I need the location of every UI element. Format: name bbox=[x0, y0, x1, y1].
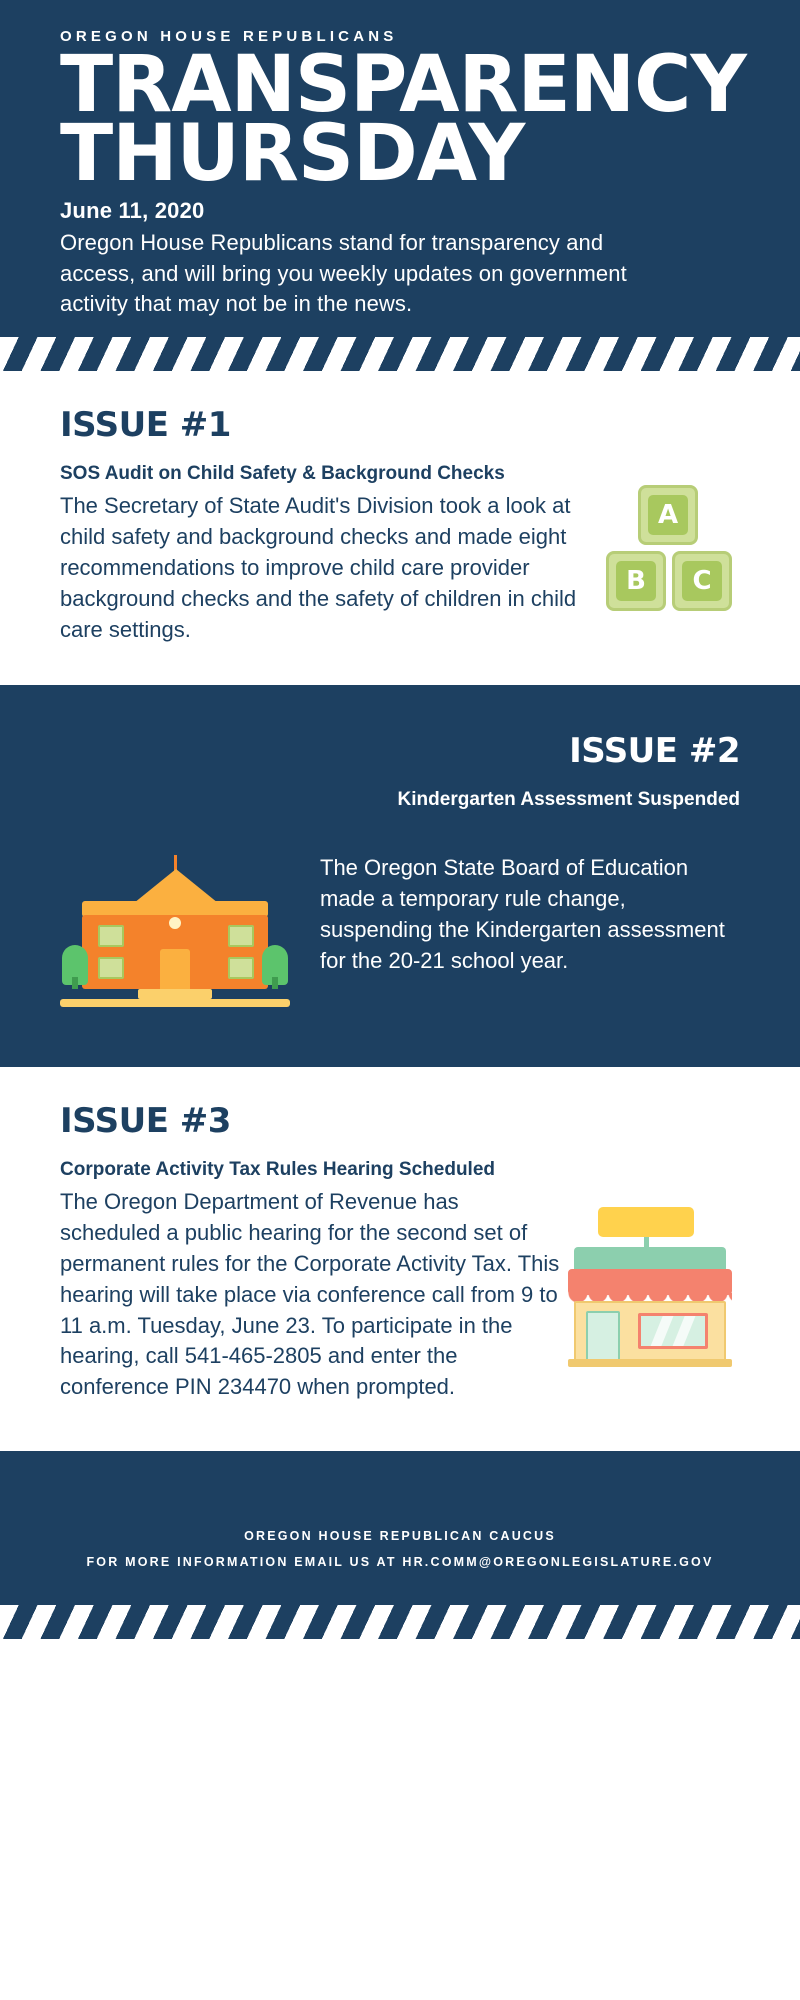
abc-blocks-icon bbox=[600, 445, 740, 619]
footer bbox=[0, 1451, 800, 1606]
issue-1-label: ISSUE #1 bbox=[60, 405, 231, 446]
issue-3-label: ISSUE #3 bbox=[60, 1101, 231, 1142]
block-b bbox=[606, 551, 666, 611]
header bbox=[0, 0, 800, 337]
stripe-divider-top bbox=[0, 337, 800, 371]
issue-date: June 11, 2020 bbox=[60, 198, 205, 224]
footer-contact-email: FOR MORE INFORMATION EMAIL US AT HR.COMM@OREGONLEGISLATURE.GOV bbox=[86, 1555, 714, 1570]
school-door bbox=[160, 949, 190, 989]
shop-door bbox=[586, 1311, 620, 1363]
school-window bbox=[98, 925, 124, 947]
window-glint bbox=[640, 1313, 675, 1349]
tree-trunk bbox=[72, 977, 78, 989]
school-window bbox=[228, 957, 254, 979]
school-window bbox=[228, 925, 254, 947]
school-ground bbox=[60, 999, 290, 1007]
storefront-icon bbox=[560, 1181, 740, 1367]
stripe-divider-bottom bbox=[0, 1605, 800, 1639]
issue-3-subtitle: Corporate Activity Tax Rules Hearing Scheduled bbox=[60, 1159, 495, 1181]
block-a-letter: A bbox=[648, 495, 688, 535]
issue-1-subtitle: SOS Audit on Child Safety & Background Checks bbox=[60, 463, 505, 485]
issue-3-section bbox=[0, 1067, 800, 1451]
issue-1-body: The Secretary of State Audit's Division took a look at child safety and background checks and made eight recommendations to improve child care provider background checks and the safety of children in child care settings. bbox=[60, 493, 577, 642]
shop-sign bbox=[598, 1207, 694, 1237]
intro-paragraph: Oregon House Republicans stand for transparency and access, and will bring you weekly updates on government activity that may not be in the news. bbox=[60, 230, 627, 316]
issue-2-section bbox=[0, 685, 800, 1067]
masthead-line-2: THURSDAY bbox=[60, 108, 525, 199]
tree-trunk bbox=[272, 977, 278, 989]
page-title bbox=[60, 40, 746, 199]
school-steps bbox=[138, 989, 212, 999]
issue-2-subtitle: Kindergarten Assessment Suspended bbox=[397, 789, 740, 811]
school-window bbox=[98, 957, 124, 979]
school-gable bbox=[134, 869, 218, 903]
issue-2-body: The Oregon State Board of Education made a temporary rule change, suspending the Kindergarten assessment for the 20-21 school year. bbox=[320, 855, 725, 973]
block-b-letter: B bbox=[616, 561, 656, 601]
issue-3-body: The Oregon Department of Revenue has scheduled a public hearing for the second set of permanent rules for the Corporate Activity Tax. This hearing will take place via conference call from 9 to 11 a.m. Tuesday, June 23. To participate in the hearing, call 541-465-2805 and enter the conference PIN 234470 when prompted. bbox=[60, 1189, 560, 1400]
organization-eyebrow: OREGON HOUSE REPUBLICANS bbox=[60, 28, 398, 45]
shop-awning bbox=[568, 1269, 732, 1295]
block-c-letter: C bbox=[682, 561, 722, 601]
masthead-line-1: TRANSPARENCY bbox=[60, 40, 746, 130]
footer-caucus-name: OREGON HOUSE REPUBLICAN CAUCUS bbox=[244, 1528, 556, 1543]
shop-roofline bbox=[574, 1247, 726, 1269]
block-c bbox=[672, 551, 732, 611]
shop-signpost bbox=[644, 1237, 649, 1247]
shop-base bbox=[568, 1359, 732, 1367]
shop-window bbox=[638, 1313, 708, 1349]
issue-1-section bbox=[0, 371, 800, 685]
issue-2-label: ISSUE #2 bbox=[569, 731, 740, 772]
school-building-icon bbox=[60, 819, 290, 1007]
block-a bbox=[638, 485, 698, 545]
